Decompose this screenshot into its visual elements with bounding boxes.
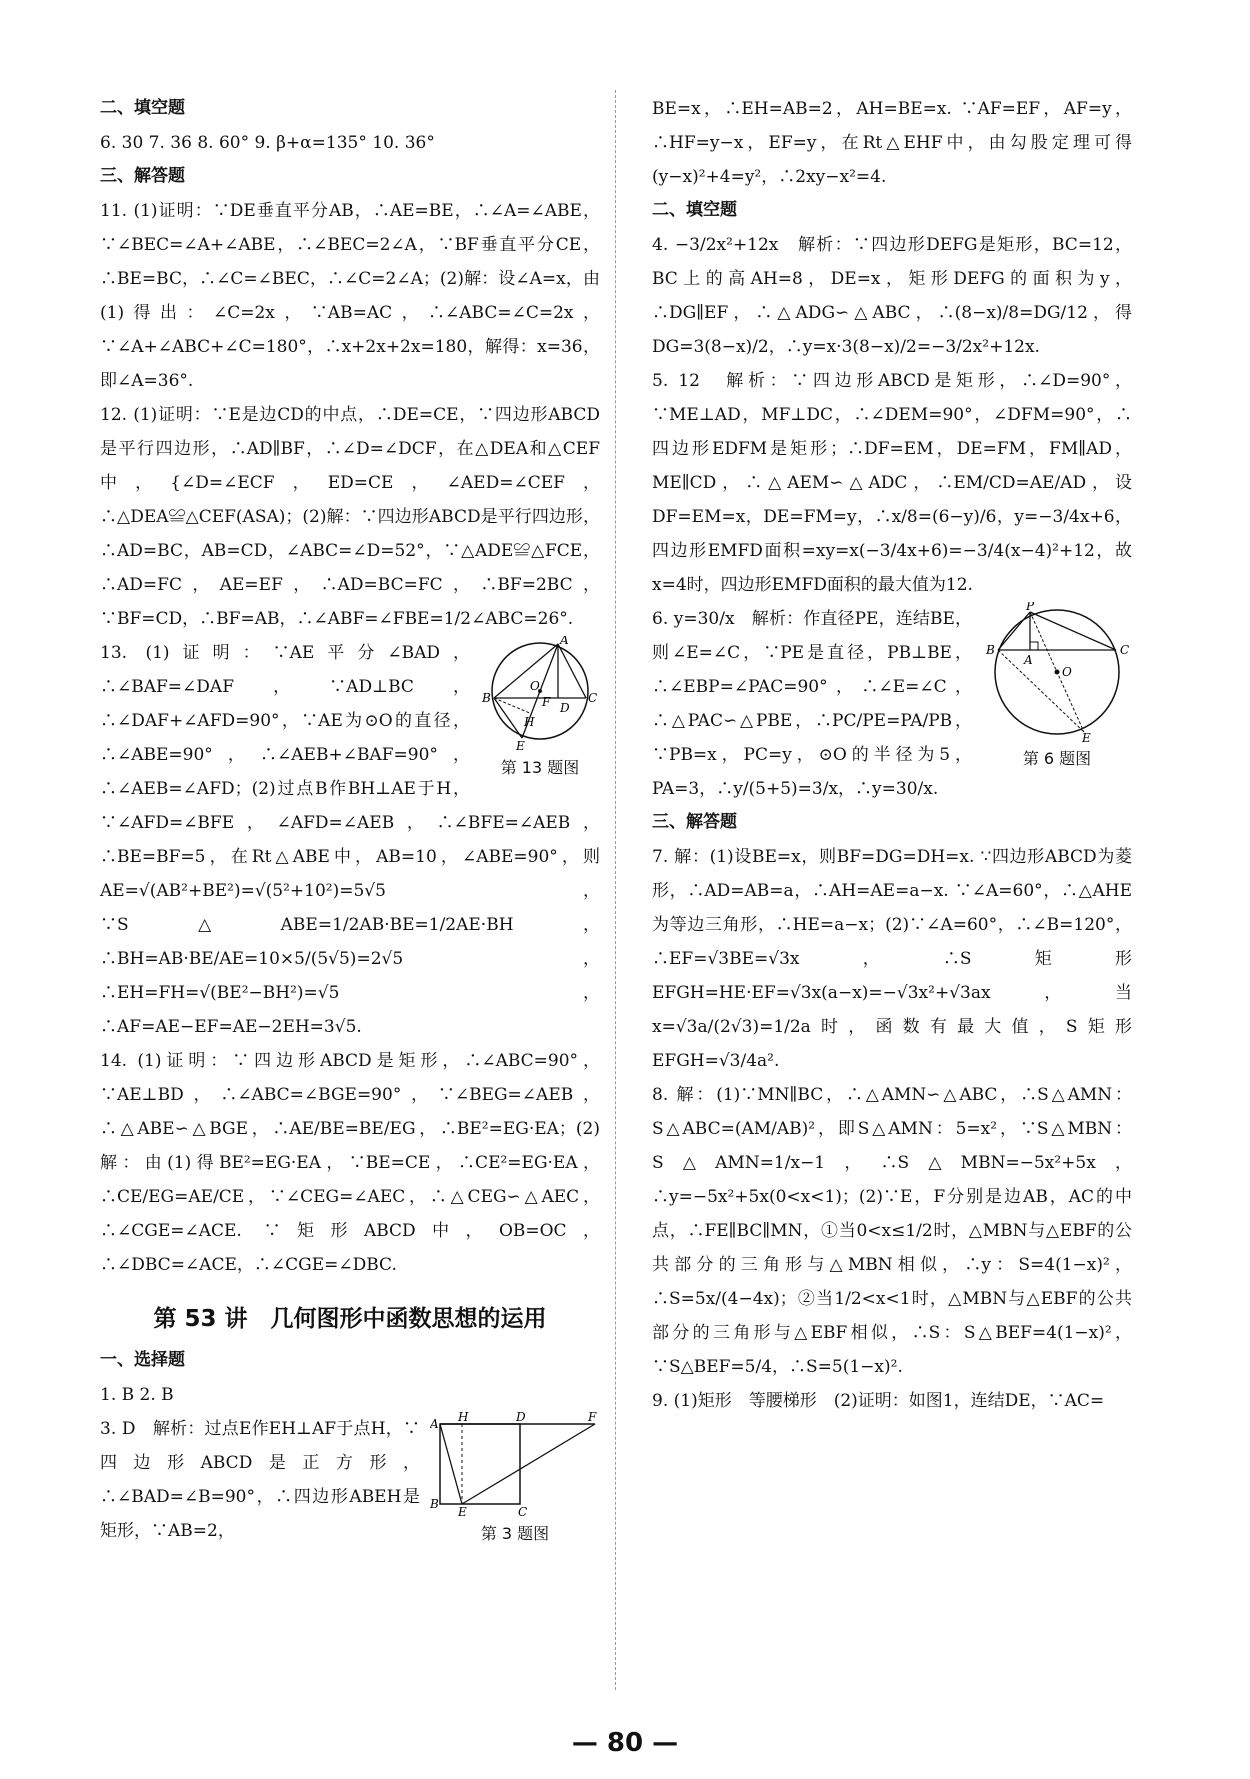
svg-text:E: E — [1082, 731, 1091, 742]
svg-text:A: A — [1024, 653, 1033, 667]
choice-answers: 1. B 2. B — [100, 1385, 174, 1405]
svg-text:H: H — [458, 1412, 469, 1424]
figure-3-caption: 第 3 题图 — [480, 1524, 550, 1543]
fill-section-title-right: 二、填空题 — [652, 200, 737, 220]
question-12: 12. (1)证明：∵E是边CD的中点，∴DE=CE，∵四边形ABCD是平行四边形，∴AD∥BF，∴∠D=∠DCF，在△DEA和△CEF中，{∠D=∠ECF，ED=CE，∠AED=∠CEF，∴△DEA≌△CEF(ASA)；(2)解：∵四边形ABCD是平行四边形，∴AD=BC，AB=CD，∠ABC=∠D=52°，∵△ADE≌△FCE，∴AD=FC，AE=EF，∴AD=BC=FC，∴BF=2BC，∵BF=CD，∴BF=AB，∴∠ABF=∠FBE=1/2∠ABC=26°. — [100, 405, 600, 629]
column-divider — [615, 90, 616, 1690]
square-figure-3-icon — [430, 1412, 600, 1517]
right-column — [652, 92, 1132, 1418]
question-9: 9. (1)矩形 等腰梯形 (2)证明：如图1，连结DE，∵AC= — [652, 1391, 1105, 1411]
svg-text:O: O — [530, 679, 540, 693]
question-6: 6. y=30/x 解析：作直径PE，连结BE，则∠E=∠C，∵PE是直径，PB⊥BE，∴∠EBP=∠PAC=90°，∴∠E=∠C，∴△PAC∽△PBE，∴PC/PE=PA/PB，∵PB=x，PC=y，⊙O的半径为5，PA=3，∴y/(5+5)=3/x，∴y=30/x. — [652, 609, 972, 799]
svg-text:E: E — [458, 1505, 467, 1517]
question-3: 3. D 解析：过点E作EH⊥AF于点H，∵四边形ABCD是正方形，∴∠BAD=∠B=90°，∴四边形ABEH是矩形，∵AB=2， — [100, 1419, 420, 1541]
svg-text:B: B — [430, 1497, 439, 1511]
figure-6 — [982, 602, 1132, 769]
svg-text:H: H — [524, 715, 535, 729]
solve-section-title-right: 三、解答题 — [652, 812, 737, 832]
figure-3 — [430, 1412, 600, 1544]
svg-text:C: C — [1120, 643, 1130, 657]
question-11: 11. (1)证明：∵DE垂直平分AB，∴AE=BE，∴∠A=∠ABE，∵∠BEC=∠A+∠ABE，∴∠BEC=2∠A，∵BF垂直平分CE，∴BE=BC，∴∠C=∠BEC，∴∠C=2∠A；(2)解：设∠A=x，由(1)得出：∠C=2x，∵AB=AC，∴∠ABC=∠C=2x，∵∠A+∠ABC+∠C=180°，∴x+2x+2x=180，解得：x=36，即∠A=36°. — [100, 201, 600, 391]
figure-13-caption: 第 13 题图 — [500, 758, 580, 777]
fill-answers: 6. 30 7. 36 8. 60° 9. β+α=135° 10. 36° — [100, 133, 435, 153]
question-4: 4. −3/2x²+12x 解析：∵四边形DEFG是矩形，BC=12，BC上的高AH=8，DE=x，矩形DEFG的面积为y，∴DG∥EF，∴△ADG∽△ABC，∴(8−x)/8=DG/12，得DG=3(8−x)/2，∴y=x·3(8−x)/2=−3/2x²+12x. — [652, 235, 1132, 357]
circle-figure-6-icon — [982, 602, 1132, 742]
figure-6-caption: 第 6 题图 — [1022, 749, 1092, 768]
question-7: 7. 解：(1)设BE=x，则BF=DG=DH=x. ∵四边形ABCD为菱形，∴AD=AB=a，∴AH=AE=a−x. ∵∠A=60°，∴△AHE为等边三角形，∴HE=a−x；(2)∵∠A=60°，∴∠B=120°，∴EF=√3BE=√3x，∴S矩形EFGH=HE·EF=√3x(a−x)=−√3x²+√3ax，当x=√3a/(2√3)=1/2a时，函数有最大值，S矩形EFGH=√3/4a². — [652, 847, 1132, 1071]
question-5: 5. 12 解析：∵四边形ABCD是矩形，∴∠D=90°，∵ME⊥AD，MF⊥DC，∴∠DEM=90°，∠DFM=90°，∴四边形EDFM是矩形；∴DF=EM，DE=FM，FM∥AD，ME∥CD，∴△AEM∽△ADC，∴EM/CD=AE/AD，设DF=EM=x，DE=FM=y，∴x/8=(6−y)/6，y=−3/4x+6，四边形EMFD面积=xy=x(−3/4x+6)=−3/4(x−4)²+12，故x=4时，四边形EMFD面积的最大值为12. — [652, 371, 1132, 595]
svg-text:D: D — [516, 1412, 526, 1424]
left-column — [100, 92, 600, 1548]
svg-text:A: A — [560, 636, 569, 647]
svg-text:B: B — [986, 643, 995, 657]
svg-text:A: A — [430, 1417, 439, 1431]
circle-figure-13-icon — [480, 636, 600, 751]
svg-text:D: D — [560, 701, 570, 715]
svg-text:O: O — [1062, 665, 1072, 679]
question-14: 14. (1)证明：∵四边形ABCD是矩形，∴∠ABC=90°，∵AE⊥BD，∴∠ABC=∠BGE=90°，∵∠BEG=∠AEB，∴△ABE∽△BGE，∴AE/BE=BE/EG，∴BE²=EG·EA；(2)解：由(1)得BE²=EG·EA，∵BE=CE，∴CE²=EG·EA，∴CE/EG=AE/CE，∵∠CEG=∠AEC，∴△CEG∽△AEC，∴∠CGE=∠ACE. ∵矩形ABCD中，OB=OC，∴∠DBC=∠ACE，∴∠CGE=∠DBC. — [100, 1051, 600, 1275]
figure-13 — [480, 636, 600, 778]
svg-text:C: C — [518, 1505, 528, 1517]
page-number: — 80 — — [571, 1728, 679, 1758]
svg-text:F: F — [588, 1412, 597, 1424]
svg-text:F: F — [542, 695, 551, 709]
svg-text:P: P — [1026, 602, 1035, 613]
question-13: 13. (1)证明：∵AE平分∠BAD，∴∠BAF=∠DAF，∵AD⊥BC，∴∠DAF+∠AFD=90°，∵AE为⊙O的直径，∴∠ABE=90°，∴∠AEB+∠BAF=90°，∴∠AEB=∠AFD；(2)过点B作BH⊥AE于H，∵∠AFD=∠BFE，∠AFD=∠AEB，∴∠BFE=∠AEB，∴BE=BF=5，在Rt△ABE中，AB=10，∠ABE=90°，则AE=√(AB²+BE²)=√(5²+10²)=5√5，∵S△ABE=1/2AB·BE=1/2AE·BH，∴BH=AB·BE/AE=10×5/(5√5)=2√5，∴EH=FH=√(BE²−BH²)=√5，∴AF=AE−EF=AE−2EH=3√5. — [100, 643, 600, 1037]
svg-text:C: C — [588, 691, 598, 705]
choice-section-title: 一、选择题 — [100, 1350, 185, 1370]
lecture-title: 第 53 讲 几何图形中函数思想的运用 — [153, 1306, 547, 1332]
svg-text:B: B — [482, 691, 491, 705]
question-8: 8. 解：(1)∵MN∥BC，∴△AMN∽△ABC，∴S△AMN：S△ABC=(AM/AB)²，即S△AMN：5=x²，∵S△MBN：S△AMN=1/x−1，∴S△MBN=−5x²+5x，∴y=−5x²+5x(0<x<1)；(2)∵E，F分别是边AB，AC的中点，∴FE∥BC∥MN，①当0<x≤1/2时，△MBN与△EBF的公共部分的三角形与△MBN相似，∴y：S=4(1−x)²，∴S=5x/(4−4x)；②当1/2<x<1时，△MBN与△EBF的公共部分的三角形与△EBF相似，∴S：S△BEF=4(1−x)²，∵S△BEF=5/4，∴S=5(1−x)². — [652, 1085, 1132, 1377]
question-3-continued: BE=x，∴EH=AB=2，AH=BE=x. ∵AF=EF，AF=y，∴HF=y−x，EF=y，在Rt△EHF中，由勾股定理可得(y−x)²+4=y²，∴2xy−x²=4. — [652, 99, 1132, 187]
fill-section-title: 二、填空题 — [100, 98, 185, 118]
solve-section-title: 三、解答题 — [100, 166, 185, 186]
svg-text:E: E — [516, 739, 525, 751]
